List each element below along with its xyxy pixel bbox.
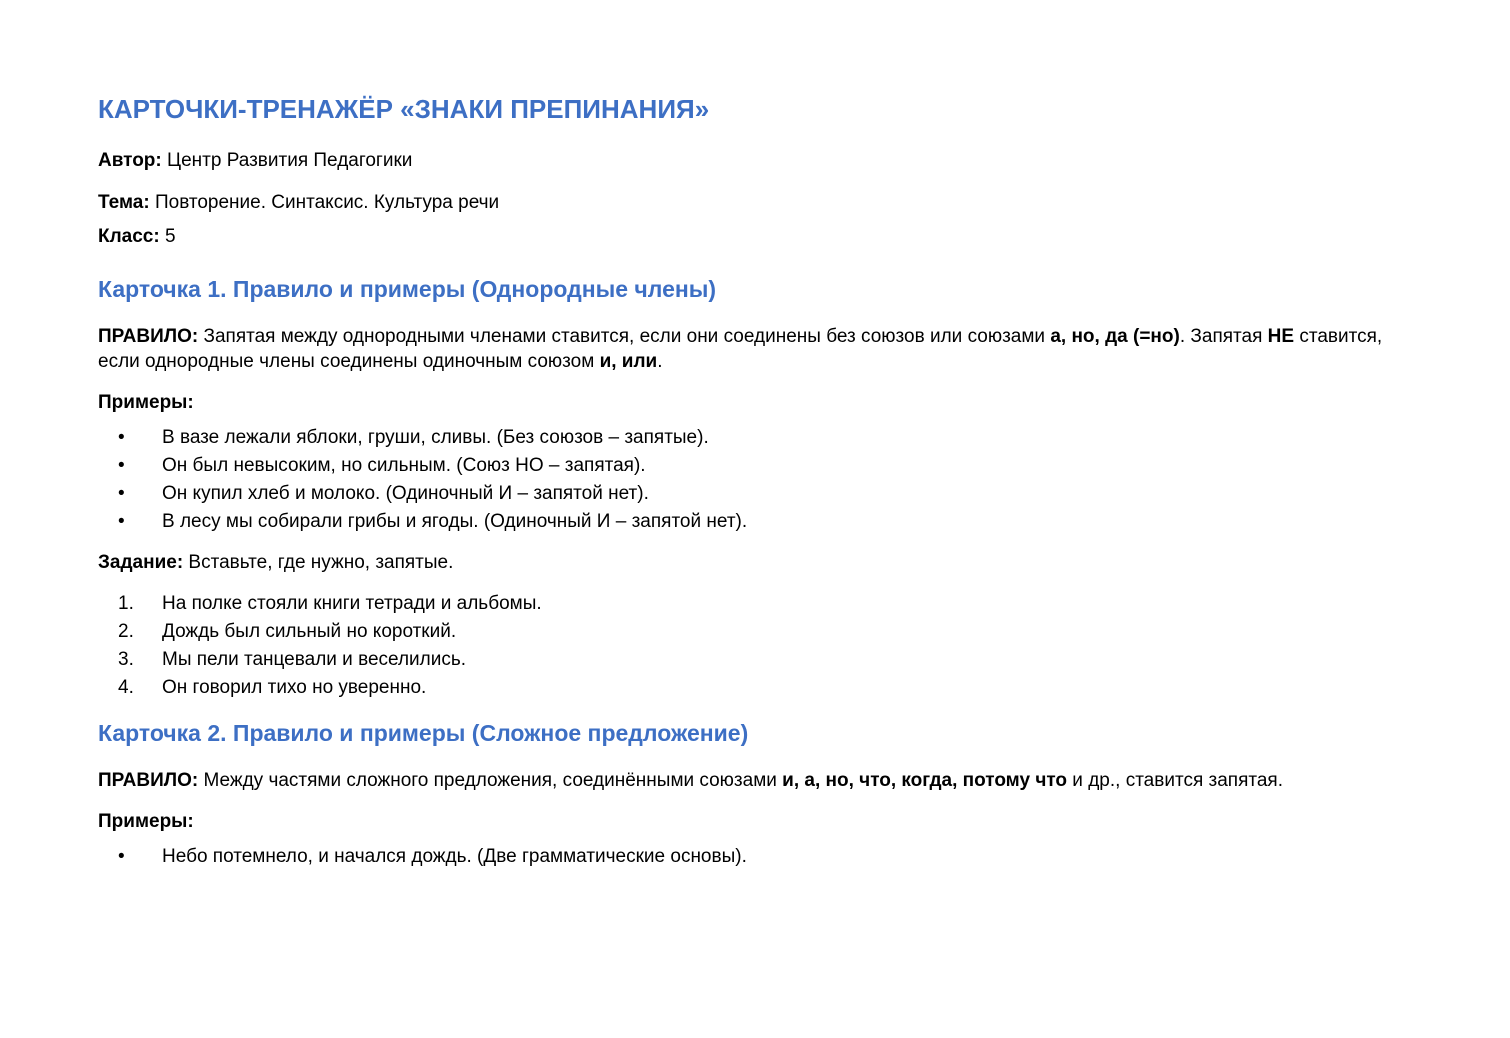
card-1-examples-list <box>98 424 1398 536</box>
card-1-rule-text-3: ставится, если однородные члены соединены одиночным союзом <box>98 326 1383 372</box>
class-line <box>98 224 1398 250</box>
list-item <box>98 843 1398 871</box>
example-text: Он был невысоким, но сильным. (Союз НО – запятая). <box>162 455 646 476</box>
list-item <box>98 590 1398 618</box>
card-1-task-label: Задание: <box>98 552 184 573</box>
card-2-rule-text-1: Между частями сложного предложения, соединёнными союзами <box>198 770 783 791</box>
list-item <box>98 480 1398 508</box>
document-title: КАРТОЧКИ-ТРЕНАЖЁР «ЗНАКИ ПРЕПИНАНИЯ» <box>98 94 710 124</box>
card-2-examples-list <box>98 843 1398 871</box>
card-1-rule-bold-2: НЕ <box>1267 326 1295 347</box>
number-marker: 1. <box>118 593 134 614</box>
example-text: Он купил хлеб и молоко. (Одиночный И – запятой нет). <box>162 483 649 504</box>
topic-label: Тема: <box>98 192 150 213</box>
card-2-examples-heading: Примеры: <box>98 811 194 832</box>
task-item-text: Дождь был сильный но короткий. <box>162 621 457 642</box>
bullet-marker: • <box>118 455 125 476</box>
bullet-marker: • <box>118 483 125 504</box>
list-item <box>98 452 1398 480</box>
card-1-rule-text-1: Запятая между однородными членами ставится, если они соединены без союзов или союзами <box>198 326 1051 347</box>
example-text: Небо потемнело, и начался дождь. (Две грамматические основы). <box>162 846 747 867</box>
task-item-text: Он говорил тихо но уверенно. <box>162 677 427 698</box>
card-2-rule <box>98 768 1398 793</box>
card-2 <box>98 716 1398 871</box>
example-text: В лесу мы собирали грибы и ягоды. (Одиночный И – запятой нет). <box>162 511 748 532</box>
card-1-task-list <box>98 590 1398 702</box>
number-marker: 2. <box>118 621 134 642</box>
card-1-task <box>98 550 1398 576</box>
card-2-rule-text-2: и др., ставится запятая. <box>1067 770 1283 791</box>
list-item <box>98 674 1398 702</box>
card-1-rule <box>98 324 1398 374</box>
card-1-examples-heading: Примеры: <box>98 392 194 413</box>
list-item <box>98 424 1398 452</box>
card-1 <box>98 272 1398 702</box>
example-text: В вазе лежали яблоки, груши, сливы. (Без союзов – запятые). <box>162 427 709 448</box>
card-2-rule-bold-1: и, а, но, что, когда, потому что <box>782 770 1068 791</box>
bullet-marker: • <box>118 846 125 867</box>
topic-value: Повторение. Синтаксис. Культура речи <box>149 192 500 213</box>
author-line <box>98 148 1398 174</box>
card-1-task-text: Вставьте, где нужно, запятые. <box>183 552 454 573</box>
card-2-rule-label: ПРАВИЛО: <box>98 770 199 791</box>
card-1-rule-text-2: . Запятая <box>1179 326 1268 347</box>
bullet-marker: • <box>118 511 125 532</box>
list-item <box>98 508 1398 536</box>
card-1-rule-text-4: . <box>657 351 663 372</box>
number-marker: 3. <box>118 649 134 670</box>
class-label: Класс: <box>98 226 160 247</box>
card-2-title: Карточка 2. Правило и примеры (Сложное предложение) <box>98 720 749 746</box>
bullet-marker: • <box>118 427 125 448</box>
class-value: 5 <box>159 226 176 247</box>
task-item-text: На полке стояли книги тетради и альбомы. <box>162 593 542 614</box>
topic-line <box>98 190 1398 216</box>
task-item-text: Мы пели танцевали и веселились. <box>162 649 467 670</box>
list-item <box>98 646 1398 674</box>
number-marker: 4. <box>118 677 134 698</box>
document-page <box>98 90 1398 885</box>
card-1-rule-bold-1: а, но, да (=но) <box>1050 326 1180 347</box>
author-label: Автор: <box>98 150 162 171</box>
author-value: Центр Развития Педагогики <box>161 150 413 171</box>
card-1-title: Карточка 1. Правило и примеры (Однородные члены) <box>98 276 717 302</box>
list-item <box>98 618 1398 646</box>
card-1-rule-bold-3: и, или <box>599 351 658 372</box>
card-1-rule-label: ПРАВИЛО: <box>98 326 199 347</box>
